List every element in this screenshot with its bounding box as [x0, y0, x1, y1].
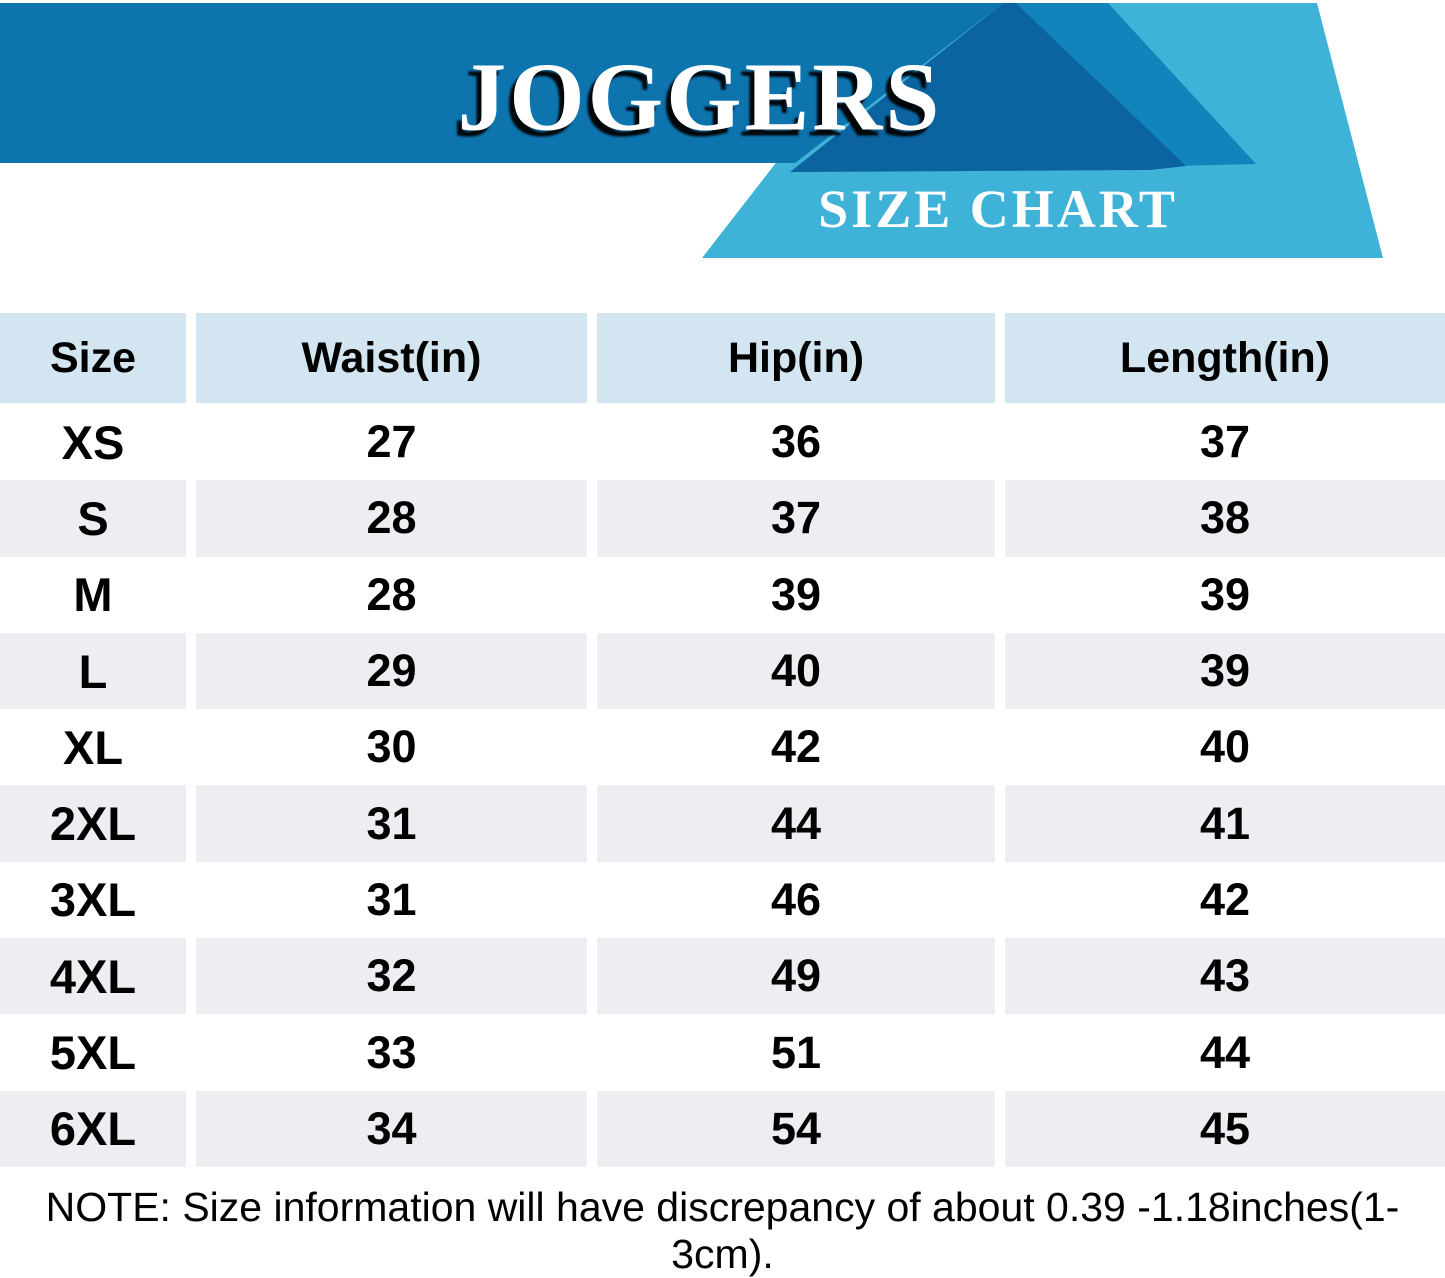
- hip-cell: 40: [597, 633, 995, 709]
- length-cell: 45: [1005, 1091, 1445, 1167]
- table-row: [0, 480, 1445, 556]
- length-cell: 39: [1199, 568, 1251, 620]
- hip-cell: 54: [597, 1091, 995, 1167]
- waist-cell: 29: [196, 633, 587, 709]
- table-header-row: [0, 313, 1445, 403]
- table-row: [0, 557, 1445, 633]
- size-cell: 5XL: [49, 1026, 137, 1080]
- table-row: [0, 1091, 1445, 1167]
- hip-cell: 49: [597, 938, 995, 1014]
- size-cell: 2XL: [0, 785, 186, 861]
- page-subtitle: SIZE CHART: [818, 179, 1178, 239]
- waist-cell: 30: [366, 721, 417, 773]
- table-row: [0, 404, 1445, 480]
- waist-cell: 32: [196, 938, 587, 1014]
- waist-cell: 28: [366, 568, 417, 620]
- length-cell: 41: [1005, 785, 1445, 861]
- length-cell: 40: [1199, 721, 1251, 773]
- waist-cell: 28: [196, 480, 587, 556]
- size-cell: S: [0, 480, 186, 556]
- hip-cell: 37: [597, 480, 995, 556]
- waist-cell: 31: [366, 873, 417, 925]
- size-cell: M: [73, 568, 113, 622]
- page-title: JOGGERS: [457, 43, 943, 151]
- hip-cell: 39: [770, 568, 822, 620]
- note-text: NOTE: Size information will have discrepancy of about 0.39 -1.18inches(1-3cm).: [45, 1184, 1400, 1277]
- size-cell: 3XL: [49, 873, 137, 927]
- size-cell: 4XL: [0, 938, 186, 1014]
- waist-cell: 34: [196, 1091, 587, 1167]
- waist-cell: 31: [196, 785, 587, 861]
- table-row: [0, 1014, 1445, 1090]
- hip-cell: 36: [770, 416, 822, 468]
- column-header-hip: Hip(in): [597, 313, 995, 403]
- size-table: [0, 313, 1445, 1167]
- table-row: [0, 633, 1445, 709]
- waist-cell: 27: [366, 416, 417, 468]
- hip-cell: 46: [770, 873, 822, 925]
- length-cell: 37: [1199, 416, 1251, 468]
- size-cell: 6XL: [0, 1091, 186, 1167]
- table-row: [0, 862, 1445, 938]
- size-cell: XS: [61, 415, 125, 469]
- length-cell: 38: [1005, 480, 1445, 556]
- column-header-size: Size: [0, 313, 186, 403]
- size-cell: L: [0, 633, 186, 709]
- hip-cell: 51: [770, 1026, 822, 1078]
- length-cell: 44: [1199, 1026, 1251, 1078]
- table-row: [0, 785, 1445, 861]
- length-cell: 42: [1199, 873, 1251, 925]
- column-header-length: Length(in): [1005, 313, 1445, 403]
- table-row: [0, 938, 1445, 1014]
- size-cell: XL: [62, 720, 124, 774]
- table-body: [0, 404, 1445, 1167]
- length-cell: 43: [1005, 938, 1445, 1014]
- table-row: [0, 709, 1445, 785]
- column-header-waist: Waist(in): [196, 313, 587, 403]
- hip-cell: 42: [770, 721, 822, 773]
- hip-cell: 44: [597, 785, 995, 861]
- waist-cell: 33: [366, 1026, 417, 1078]
- length-cell: 39: [1005, 633, 1445, 709]
